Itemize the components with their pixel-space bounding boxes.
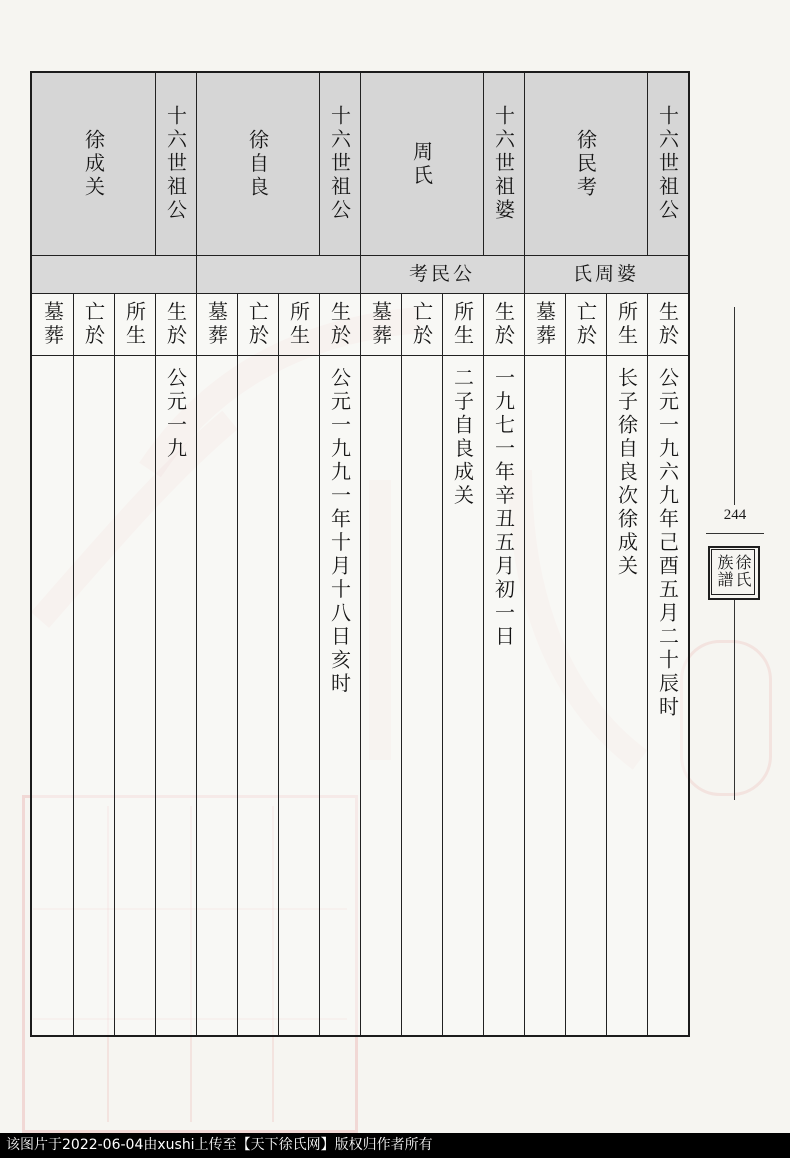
field-value-cell [155,355,196,1035]
genealogy-table [30,71,690,1037]
field-value-cell [442,355,483,1035]
person-name: 徐成关 [81,128,106,200]
generation-title: 十六世祖婆 [491,105,516,223]
born-value: 公元一九九一年十月十八日亥时 [327,367,352,696]
copyright-footer [0,1133,790,1158]
field-value-cell [237,355,278,1035]
field-label-cell [401,293,442,355]
field-label-children: 所生 [450,300,475,348]
field-label-cell [483,293,524,355]
field-label-born: 生於 [491,300,516,348]
spouse-reference: 氏周婆 [572,262,639,285]
field-label-died: 亡於 [409,300,434,348]
field-value-cell [524,355,565,1035]
spouse-reference-cell [524,255,688,293]
field-label-died: 亡於 [573,300,598,348]
spouse-reference-cell [32,255,196,293]
field-label-cell [442,293,483,355]
field-label-cell [606,293,647,355]
field-value-cell [114,355,155,1035]
field-label-born: 生於 [327,300,352,348]
generation-title: 十六世祖公 [327,105,352,223]
field-label-children: 所生 [286,300,311,348]
field-label-cell [524,293,565,355]
children-value: 二子自良成关 [450,367,475,508]
field-label-died: 亡於 [81,300,106,348]
field-value-cell [606,355,647,1035]
field-value-cell [73,355,114,1035]
field-label-died: 亡於 [245,300,270,348]
field-value-cell [360,355,401,1035]
watermark-round-seal [680,640,772,796]
born-value: 公元一九六九年己酉五月二十辰时 [655,367,680,720]
field-value-cell [401,355,442,1035]
person-name: 徐民考 [573,128,598,200]
person-entry [32,73,196,1035]
field-label-cell [278,293,319,355]
field-label-burial: 墓葬 [532,300,557,348]
field-label-cell [647,293,688,355]
copyright-notice: 该图片于2022-06-04由xushi上传至【天下徐氏网】版权归作者所有 [6,1137,433,1153]
field-label-burial: 墓葬 [40,300,65,348]
field-label-cell [114,293,155,355]
field-label-cell [73,293,114,355]
field-value-cell [483,355,524,1035]
field-value-cell [647,355,688,1035]
generation-title-cell [319,73,360,255]
field-value-cell [32,355,73,1035]
person-name-cell [524,73,647,255]
generation-title: 十六世祖公 [655,105,680,223]
person-name-cell [360,73,483,255]
field-label-cell [319,293,360,355]
field-value-cell [196,355,237,1035]
person-entry [524,73,688,1035]
person-entry [360,73,524,1035]
field-label-children: 所生 [614,300,639,348]
field-label-cell [32,293,73,355]
book-title-stamp [708,546,760,600]
field-label-cell [196,293,237,355]
field-label-cell [155,293,196,355]
person-name-cell [196,73,319,255]
person-name-cell [32,73,155,255]
field-value-cell [565,355,606,1035]
children-value: 长子徐自良次徐成关 [614,367,639,579]
page-number: 244 [723,507,747,523]
field-label-born: 生於 [163,300,188,348]
person-name: 徐自良 [245,128,270,200]
person-name: 周氏 [409,140,434,188]
stamp-text: 徐氏族譜 [715,554,752,588]
field-label-children: 所生 [122,300,147,348]
margin-line [734,600,735,800]
field-value-cell [319,355,360,1035]
spouse-reference-cell [196,255,360,293]
field-label-born: 生於 [655,300,680,348]
born-value: 一九七一年辛丑五月初一日 [491,367,516,649]
field-label-burial: 墓葬 [204,300,229,348]
person-entry [196,73,360,1035]
stamp-frame [711,549,755,595]
spouse-reference: 考民公 [408,262,475,285]
field-label-cell [237,293,278,355]
margin-line [734,307,735,505]
field-label-burial: 墓葬 [368,300,393,348]
generation-title-cell [155,73,196,255]
margin-rule [706,533,764,534]
spouse-reference-cell [360,255,524,293]
born-value: 公元一九 [163,367,188,461]
generation-title-cell [647,73,688,255]
field-label-cell [565,293,606,355]
generation-title-cell [483,73,524,255]
field-label-cell [360,293,401,355]
generation-title: 十六世祖公 [163,105,188,223]
field-value-cell [278,355,319,1035]
